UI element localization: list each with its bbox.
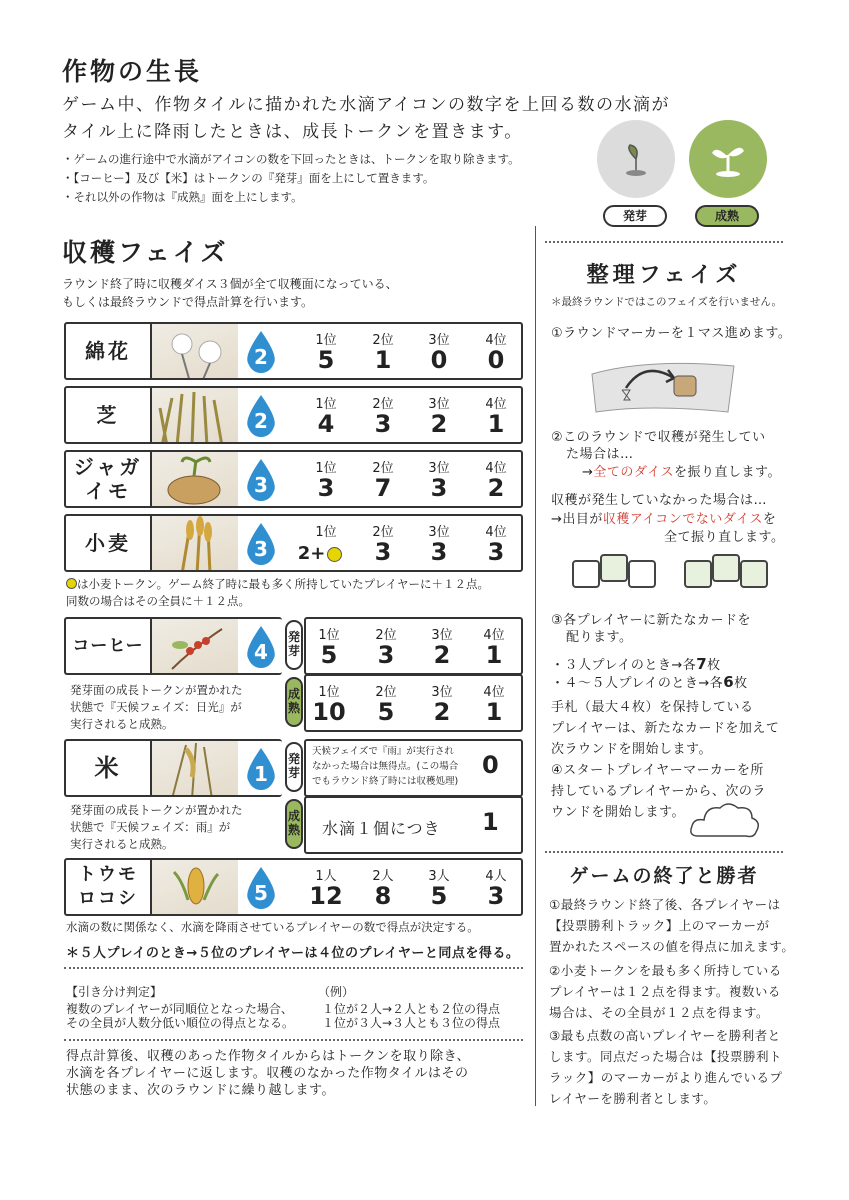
growth-lead-2: タイル上に降雨したときは、成長トークンを置きます。: [62, 122, 523, 142]
sprout-tag: 発芽: [285, 620, 303, 670]
cleanup-step-3e: 手札（最大４枚）を保持している プレイヤーは、新たなカードを加えて 次ラウンドを開始します。: [551, 700, 780, 757]
rank-points: 3: [374, 538, 392, 566]
rank-label: 4位: [483, 628, 505, 643]
corn-note: 水滴の数に関係なく、水滴を降雨させているプレイヤーの数で得点が決定する。: [66, 920, 479, 934]
rank-points: 1: [487, 410, 505, 438]
sprout-tag: 発芽: [285, 742, 303, 792]
rank-points: 5: [430, 882, 448, 910]
water-drop-icon: 1: [244, 748, 278, 790]
rank-label: 3位: [431, 628, 453, 643]
wheat-token-icon: [66, 578, 77, 589]
crop-row-grass: [64, 386, 523, 444]
rice-note: 発芽面の成長トークンが置かれた 状態で『天候フェイズ：雨』が 実行されると成熟。: [70, 803, 243, 851]
rank-points: 5: [317, 346, 335, 374]
rank-label: 2位: [372, 333, 394, 348]
rank-points: 3: [430, 474, 448, 502]
rank-points: 2: [430, 410, 448, 438]
water-drop-icon: 3: [244, 523, 278, 565]
rank-points: 3: [487, 538, 505, 566]
growth-title: 作物の生長: [62, 57, 203, 86]
coffee-image: [152, 619, 238, 673]
example-1: １位が２人→２人とも２位の得点: [322, 1002, 501, 1016]
crop-name: 小麦: [66, 516, 152, 570]
rank-points: 5: [377, 698, 395, 726]
rank-label: 1位: [315, 461, 337, 476]
rank-points: 2+: [292, 543, 348, 564]
rank-points: 3: [317, 474, 335, 502]
dotted-divider: [545, 851, 783, 853]
player-count-label: 4人: [485, 869, 507, 884]
cloud-icon: [688, 800, 762, 842]
rank-label: 2位: [372, 525, 394, 540]
rank-label: 4位: [485, 525, 507, 540]
player-count-label: 3人: [428, 869, 450, 884]
cleanup-subtitle: ＊最終ラウンドではこのフェイズを行いません。: [551, 296, 782, 308]
mature-tag: 成熟: [285, 677, 303, 727]
example-2: １位が３人→３人とも３位の得点: [322, 1016, 501, 1030]
tie-text-1: 複数のプレイヤーが同順位となった場合、: [66, 1002, 293, 1016]
rank-points: 3: [487, 882, 505, 910]
mature-label: 成熟: [695, 205, 759, 227]
harvest-desc-2: もしくは最終ラウンドで得点計算を行います。: [62, 295, 314, 309]
rank-label: 1位: [315, 397, 337, 412]
sprout-token-icon: [597, 120, 675, 198]
rank-points: 8: [374, 882, 392, 910]
crop-name: トウモ ロコシ: [66, 860, 152, 914]
cleanup-step-2a: ②このラウンドで収穫が発生してい: [551, 430, 766, 445]
rice-mature-scores: [304, 796, 523, 854]
cleanup-step-2b: た場合は…: [566, 447, 634, 462]
rice-sprout-scores: [304, 739, 523, 797]
wheat-image: [152, 516, 238, 570]
rice-mature-text: 水滴１個につき: [322, 819, 441, 838]
corn-image: [152, 860, 238, 914]
growth-bullet-3: ・それ以外の作物は『成熟』面を上にします。: [62, 190, 303, 204]
tie-title: 【引き分け判定】: [66, 985, 163, 999]
after-harvest-text: 得点計算後、収穫のあった作物タイルからはトークンを取り除き、 水滴を各プレイヤーに返します。収穫のなかった作物タイルはその 状態のまま、次のラウンドに繰り越します。: [66, 1049, 471, 1098]
water-drop-icon: 4: [244, 626, 278, 668]
rank-label: 1位: [318, 685, 340, 700]
crop-name: 芝: [66, 388, 152, 442]
cleanup-step-4: ④スタートプレイヤーマーカーを所 持しているプレイヤーから、次のラ ウンドを開始します。: [551, 763, 766, 820]
crop-row-wheat: [64, 514, 523, 572]
cleanup-step-2d: 収穫が発生していなかった場合は…: [551, 493, 768, 508]
rank-label: 4位: [485, 397, 507, 412]
rank-label: 4位: [485, 333, 507, 348]
mature-token-icon: [689, 120, 767, 198]
endgame-p3: ③最も点数の高いプレイヤーを勝利者と します。同点だった場合は【投票勝利ト ラック】のマーカーがより進んでいるプ レイヤーを勝利者とします。: [549, 1028, 783, 1106]
dice-group-icon: [568, 550, 664, 600]
cleanup-step-2c: →全てのダイスを振り直します。: [582, 465, 781, 480]
coffee-note: 発芽面の成長トークンが置かれた 状態で『天候フェイズ：日光』が 実行されると成熟。: [70, 683, 243, 731]
rank-points: 1: [374, 346, 392, 374]
crop-name: 米: [66, 741, 152, 795]
wheat-note-2: 同数の場合はその全員に＋１２点。: [66, 594, 250, 608]
rank-points: 7: [374, 474, 392, 502]
rank-label: 3位: [428, 397, 450, 412]
cotton-image: [152, 324, 238, 378]
dotted-divider: [545, 241, 783, 243]
rank-label: 3位: [428, 333, 450, 348]
rank-label: 2位: [375, 685, 397, 700]
rank-points: 10: [312, 698, 346, 726]
wheat-token-icon: [327, 547, 342, 562]
mature-tag: 成熟: [285, 799, 303, 849]
potato-image: [152, 452, 238, 506]
crop-row-corn: [64, 858, 523, 916]
cleanup-step-3b: 配ります。: [566, 630, 633, 645]
crop-row-potato: [64, 450, 523, 508]
cleanup-step-2f: 全て振り直します。: [664, 530, 785, 545]
rank-points: 2: [433, 641, 451, 669]
rank-points: 1: [485, 698, 503, 726]
rank-points: 3: [430, 538, 448, 566]
cleanup-step-3d: ・４～５人プレイのとき→各6枚: [551, 673, 748, 691]
rice-sprout-points: 0: [482, 751, 499, 779]
rice-image: [152, 741, 238, 795]
rice-sprout-text: 天候フェイズで『雨』が実行され なかった場合は無得点。(この場合 でもラウンド終了時には収穫処理): [312, 746, 459, 787]
rank-label: 3位: [428, 461, 450, 476]
column-divider: [535, 226, 536, 1106]
five-player-rule: ＊５人プレイのとき→５位のプレイヤーは４位のプレイヤーと同点を得る。: [66, 946, 520, 961]
rank-points: 0: [487, 346, 505, 374]
rank-label: 3位: [428, 525, 450, 540]
cleanup-step-3c: ・３人プレイのとき→各7枚: [551, 655, 721, 673]
cleanup-title: 整理フェイズ: [586, 263, 742, 288]
cleanup-step-2e: →出目が収穫アイコンでないダイスを: [551, 512, 777, 527]
rank-points: 5: [320, 641, 338, 669]
rank-label: 3位: [431, 685, 453, 700]
rank-label: 1位: [315, 525, 337, 540]
endgame-p2: ②小麦トークンを最も多く所持している プレイヤーは１２点を得ます。複数いる 場合は、その全員が１２点を得ます。: [549, 963, 782, 1020]
crop-name: 綿花: [66, 324, 152, 378]
wheat-note-1: は小麦トークン。ゲーム終了時に最も多く所持していたプレイヤーに＋１２点。: [66, 576, 489, 593]
rank-label: 2位: [372, 461, 394, 476]
rank-label: 2位: [375, 628, 397, 643]
crop-row-cotton: [64, 322, 523, 380]
player-count-label: 2人: [372, 869, 394, 884]
rank-label: 4位: [485, 461, 507, 476]
crop-name: コーヒー: [66, 619, 152, 673]
water-drop-icon: 2: [244, 331, 278, 373]
endgame-title: ゲームの終了と勝者: [569, 865, 759, 887]
rank-points: 0: [430, 346, 448, 374]
rank-points: 3: [374, 410, 392, 438]
growth-bullet-1: ・ゲームの進行途中で水滴がアイコンの数を下回ったときは、トークンを取り除きます。: [62, 152, 520, 166]
sprout-label: 発芽: [603, 205, 667, 227]
example-title: （例）: [318, 985, 355, 999]
tie-text-2: その全員が人数分低い順位の得点となる。: [66, 1016, 295, 1030]
growth-lead-1: ゲーム中、作物タイルに描かれた水滴アイコンの数字を上回る数の水滴が: [62, 95, 670, 115]
dotted-divider: [64, 1039, 523, 1041]
dice-group-icon: [680, 550, 776, 600]
grass-image: [152, 388, 238, 442]
dotted-divider: [64, 967, 523, 969]
rank-points: 2: [433, 698, 451, 726]
water-drop-icon: 5: [244, 867, 278, 909]
rank-points: 2: [487, 474, 505, 502]
rank-label: 1位: [318, 628, 340, 643]
harvest-desc-1: ラウンド終了時に収穫ダイス３個が全て収穫面になっている、: [62, 277, 398, 291]
growth-bullet-2: ・【コーヒー】及び【米】はトークンの『発芽』面を上にして置きます。: [62, 171, 435, 185]
rice-head: [64, 739, 282, 797]
rank-points: 4: [317, 410, 335, 438]
rank-label: 4位: [483, 685, 505, 700]
coffee-head: [64, 617, 282, 675]
crop-name: ジャガ イモ: [66, 452, 152, 506]
coffee-sprout-scores: [304, 617, 523, 675]
rice-mature-points: 1: [482, 808, 499, 836]
coffee-mature-scores: [304, 674, 523, 732]
endgame-p1: ①最終ラウンド終了後、各プレイヤーは 【投票勝利トラック】上のマーカーが 置かれたスペースの値を得点に加えます。: [549, 897, 795, 954]
harvest-title: 収穫フェイズ: [62, 238, 229, 267]
rank-points: 1: [485, 641, 503, 669]
rank-label: 1位: [315, 333, 337, 348]
water-drop-icon: 2: [244, 395, 278, 437]
cleanup-step-1: ①ラウンドマーカーを１マス進めます。: [551, 326, 792, 341]
player-count-label: 1人: [315, 869, 337, 884]
rank-label: 2位: [372, 397, 394, 412]
rank-points: 3: [377, 641, 395, 669]
water-drop-icon: 3: [244, 459, 278, 501]
round-marker-image: [588, 354, 738, 416]
cleanup-step-3a: ③各プレイヤーに新たなカードを: [551, 613, 751, 628]
rank-points: 12: [309, 882, 343, 910]
